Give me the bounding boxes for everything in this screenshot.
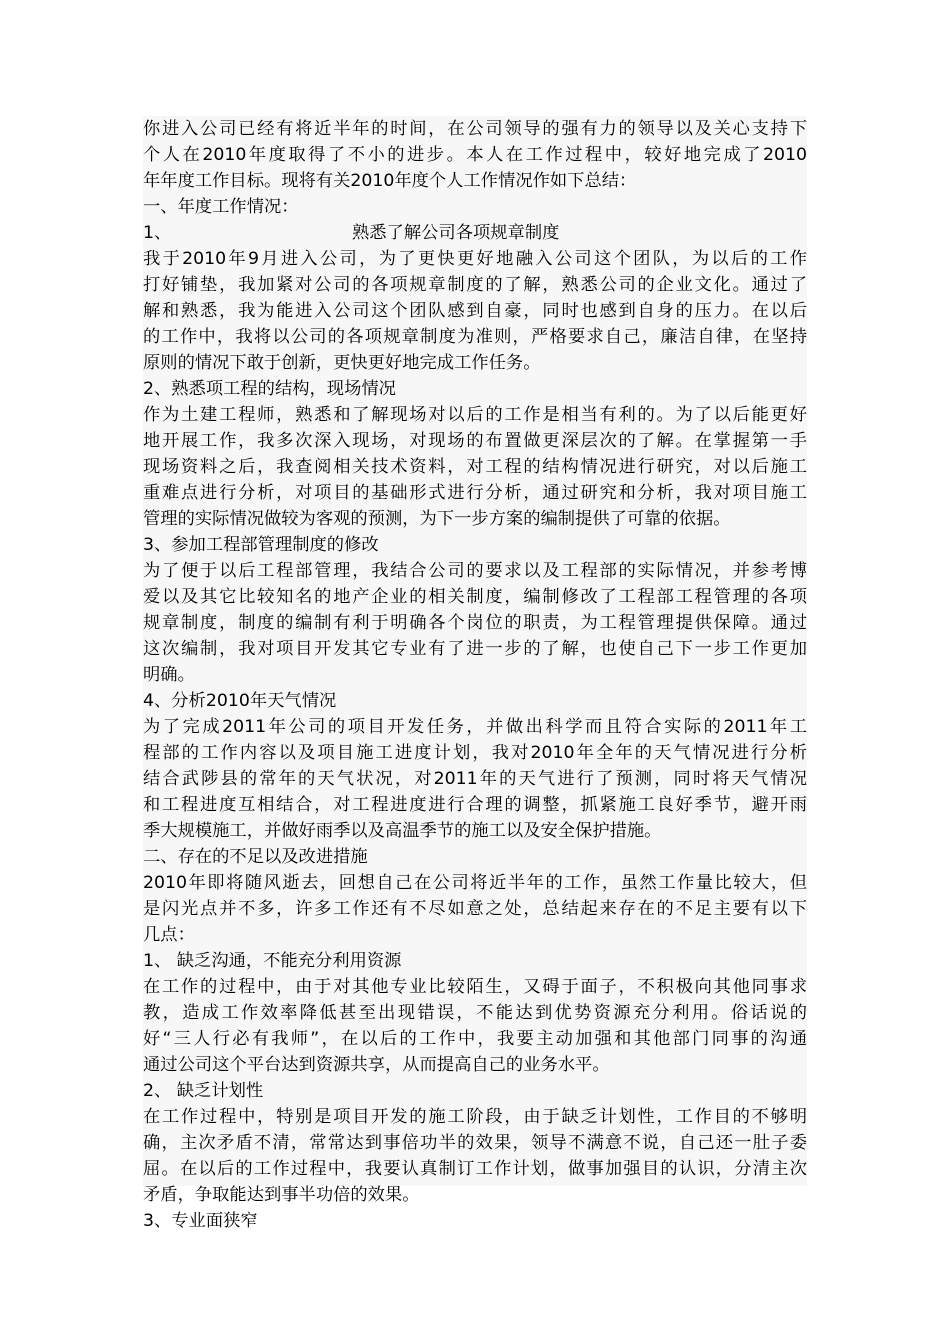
subsection-heading: 2、 缺乏计划性 [143,1081,264,1101]
paragraph-line: 几点： [143,925,195,945]
paragraph-line: 程部的工作内容以及项目施工进度计划，我对2010年全年的天气情况进行分析 [143,743,807,763]
paragraph-line: 2010年即将随风逝去，回想自己在公司将近半年的工作，虽然工作量比较大，但 [143,873,807,893]
paragraph-line: 这次编制，我对项目开发其它专业有了进一步的了解，也使自己下一步工作更加 [143,639,807,659]
subsection-heading [143,220,807,246]
subsection-title: 熟悉了解公司各项规章制度 [352,223,560,243]
section-heading: 二、存在的不足以及改进措施 [143,847,368,867]
paragraph-line: 在工作的过程中，由于对其他专业比较陌生，又碍于面子，不积极向其他同事求 [143,977,807,997]
paragraph-line: 是闪光点并不多，许多工作还有不尽如意之处，总结起来存在的不足主要有以下 [143,899,807,919]
document-text-block [143,116,807,1231]
paragraph-line: 和工程进度互相结合，对工程进度进行合理的调整，抓紧施工良好季节，避开雨 [143,795,807,815]
paragraph-line: 教，造成工作效率降低甚至出现错误，不能达到优势资源充分利用。俗话说的 [143,1003,807,1023]
paragraph-line: 我于2010年9月进入公司，为了更快更好地融入公司这个团队，为以后的工作 [143,249,807,269]
paragraph-line: 屈。在以后的工作过程中，我要认真制订工作计划，做事加强目的认识，分清主次 [143,1159,807,1179]
paragraph-line: 原则的情况下敢于创新，更快更好地完成工作任务。 [143,353,541,373]
subsection-heading: 2、熟悉项工程的结构，现场情况 [143,379,396,399]
paragraph-line: 个人在2010年度取得了不小的进步。本人在工作过程中，较好地完成了2010 [143,145,807,165]
paragraph-line: 作为土建工程师，熟悉和了解现场对以后的工作是相当有利的。为了以后能更好 [143,405,807,425]
paragraph-line: 确，主次矛盾不清，常常达到事倍功半的效果，领导不满意不说，自己还一肚子委 [143,1133,807,1153]
subsection-heading: 3、专业面狭窄 [143,1211,258,1231]
paragraph-line: 的工作中，我将以公司的各项规章制度为准则，严格要求自己，廉洁自律，在坚持 [143,327,807,347]
paragraph-line: 结合武陟县的常年的天气状况，对2011年的天气进行了预测，同时将天气情况 [143,769,807,789]
paragraph-line: 爱以及其它比较知名的地产企业的相关制度，编制修改了工程部工程管理的各项 [143,587,807,607]
paragraph-line: 管理的实际情况做较为客观的预测，为下一步方案的编制提供了可靠的依据。 [143,509,731,529]
paragraph-line: 通过公司这个平台达到资源共享，从而提高自己的业务水平。 [143,1055,610,1075]
paragraph-line: 年年度工作目标。现将有关2010年度个人工作情况作如下总结： [143,171,637,191]
paragraph-line: 明确。 [143,665,195,685]
paragraph-line: 地开展工作，我多次深入现场，对现场的布置做更深层次的了解。在掌握第一手 [143,431,807,451]
paragraph-line: 你进入公司已经有将近半年的时间，在公司领导的强有力的领导以及关心支持下 [143,119,807,139]
paragraph-line: 重难点进行分析，对项目的基础形式进行分析，通过研究和分析，我对项目施工 [143,483,807,503]
section-heading: 一、年度工作情况： [143,197,299,217]
subsection-heading: 3、参加工程部管理制度的修改 [143,535,379,555]
subsection-heading: 1、 缺乏沟通，不能充分利用资源 [143,951,402,971]
paragraph-line: 矛盾，争取能达到事半功倍的效果。 [143,1185,420,1205]
subsection-number: 1、 [143,223,172,243]
paragraph-line: 季大规模施工，并做好雨季以及高温季节的施工以及安全保护措施。 [143,821,662,841]
paragraph-line: 在工作过程中，特别是项目开发的施工阶段，由于缺乏计划性，工作目的不够明 [143,1107,807,1127]
subsection-heading: 4、分析2010年天气情况 [143,691,337,711]
paragraph-line: 解和熟悉，我为能进入公司这个团队感到自豪，同时也感到自身的压力。在以后 [143,301,807,321]
paragraph-line: 为了便于以后工程部管理，我结合公司的要求以及工程部的实际情况，并参考博 [143,561,807,581]
paragraph-line: 规章制度，制度的编制有利于明确各个岗位的职责，为工程管理提供保障。通过 [143,613,807,633]
paragraph-line: 现场资料之后，我查阅相关技术资料，对工程的结构情况进行研究，对以后施工 [143,457,807,477]
paragraph-line: 好“三人行必有我师”，在以后的工作中，我要主动加强和其他部门同事的沟通 [143,1029,807,1049]
paragraph-line: 为了完成2011年公司的项目开发任务，并做出科学而且符合实际的2011年工 [143,717,807,737]
paragraph-line: 打好铺垫，我加紧对公司的各项规章制度的了解，熟悉公司的企业文化。通过了 [143,275,807,295]
